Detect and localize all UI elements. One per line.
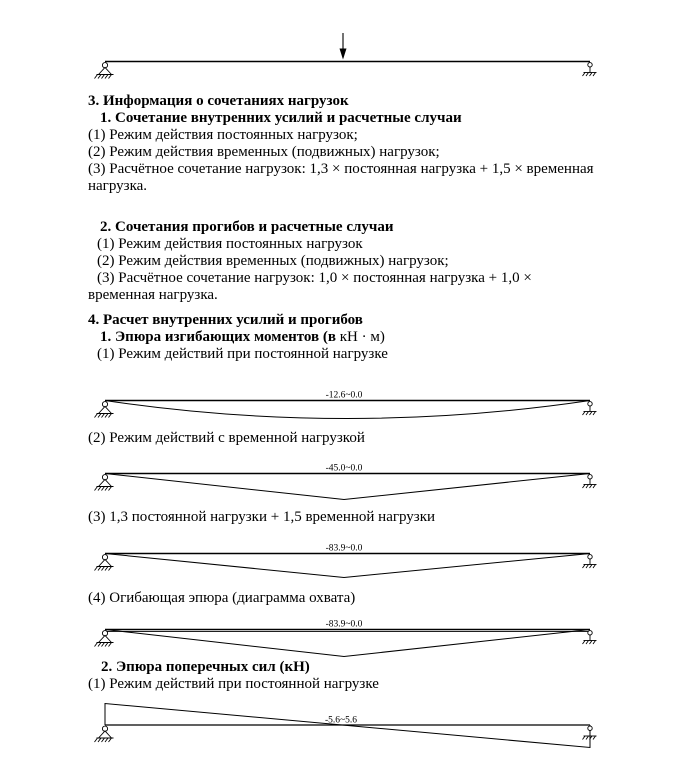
shear-diagrams-heading: 2. Эпюра поперечных сил (кН) (101, 659, 310, 675)
roller-support-icon (583, 475, 597, 488)
section3-sub1-heading: 1. Сочетание внутренних усилий и расчетные случаи (100, 110, 462, 126)
load-arrow-icon (340, 33, 347, 60)
pin-support-icon (95, 555, 114, 571)
roller-support-icon (583, 402, 597, 415)
moment-curve (105, 474, 590, 500)
moment-diagram-temporary (85, 449, 605, 507)
load-case-item: (4) Огибающая эпюра (диаграмма охвата) (88, 590, 356, 606)
load-case-item: (3) 1,3 постоянной нагрузки + 1,5 временной нагрузки (88, 509, 436, 525)
roller-support-icon (583, 555, 597, 568)
moment-diagrams-heading: 1. Эпюра изгибающих моментов (в кН · м) (100, 329, 385, 345)
roller-support-icon (583, 631, 597, 644)
section3-sub2-heading: 2. Сочетания прогибов и расчетные случаи (100, 219, 394, 235)
section3-heading: 3. Информация о сочетаниях нагрузок (88, 93, 349, 109)
section3-block (88, 93, 596, 195)
load-case-item: (2) Режим действий с временной нагрузкой (88, 430, 365, 446)
moment-diagram-envelope (85, 609, 605, 662)
moment-curve (105, 401, 590, 419)
section3-sub2-block (88, 219, 596, 304)
shear-value-label: -5.6~5.6 (324, 715, 358, 726)
pin-support-icon (95, 63, 114, 79)
moment-curve (105, 554, 590, 578)
section4-block (88, 312, 596, 363)
load-case-item: (1) Режим действия постоянных нагрузок (97, 236, 363, 252)
load-case-item: (2) Режим действия временных (подвижных) нагрузок; (88, 144, 440, 160)
pin-support-icon (95, 475, 114, 491)
moment-value-label: -45.0~0.0 (325, 463, 363, 474)
beam-schematic-diagram (85, 18, 605, 92)
pin-support-icon (95, 631, 114, 647)
moment-value-label: -83.9~0.0 (325, 543, 363, 554)
pin-support-icon (95, 402, 114, 418)
section4-heading: 4. Расчет внутренних усилий и прогибов (88, 312, 363, 328)
load-case-item: (3) Расчётное сочетание нагрузок: 1,0 × постоянная нагрузка + 1,0 × временная нагрузка. (88, 270, 532, 303)
moment-curve (105, 630, 590, 657)
moment-value-label: -83.9~0.0 (325, 619, 363, 630)
moment-value-label: -12.6~0.0 (325, 390, 363, 401)
load-case-item: (3) Расчётное сочетание нагрузок: 1,3 × постоянная нагрузка + 1,5 × временная нагрузка. (88, 161, 594, 194)
roller-support-icon (583, 63, 597, 76)
load-case-item: (1) Режим действия постоянных нагрузок; (88, 127, 358, 143)
load-case-item: (1) Режим действий при постоянной нагрузке (88, 676, 379, 692)
shear-diagram-permanent (85, 697, 605, 770)
moment-diagram-combination (85, 530, 605, 585)
load-case-item: (1) Режим действий при постоянной нагрузке (97, 346, 388, 362)
pin-support-icon (95, 726, 114, 742)
moment-diagram-permanent (85, 383, 605, 435)
load-case-item: (2) Режим действия временных (подвижных) нагрузок; (97, 253, 449, 269)
